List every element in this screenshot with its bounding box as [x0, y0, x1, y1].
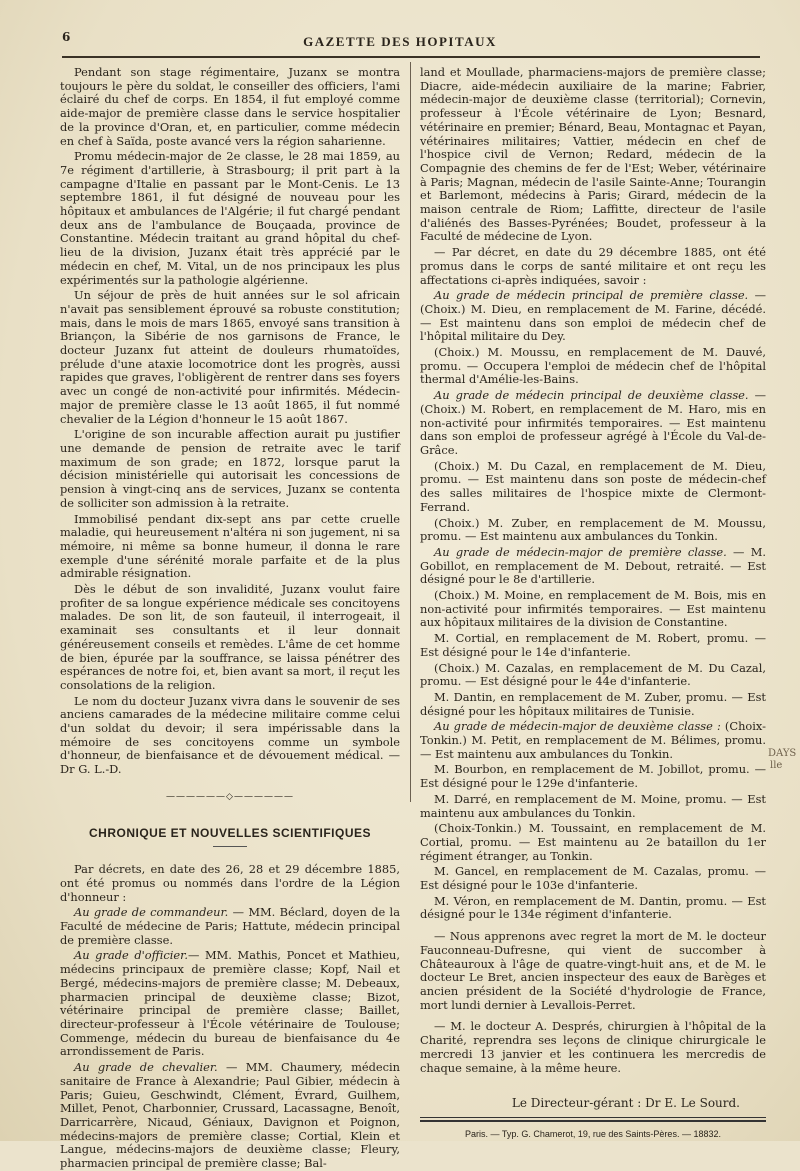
appointment-text: — M. Gobillot, en remplacement de M. Debout, retraité. — Est désigné pour le 8e d'artillerie.	[420, 544, 766, 587]
grade-label: Au grade de médecin-major de première classe.	[434, 544, 727, 559]
news-paragraph: land et Moullade, pharmaciens-majors de première classe; Diacre, aide-médecin auxiliaire de la marine; Fabrier, médecin-major de deuxième classe (territorial); Cornevin, professeur à l'École vétérinaire de Lyon; Besnard, vétérinaire en premier; Bénard, Beau, Montagnac et Payan, vétérinaires militaires; Vattier, médecin en chef de l'hospice civil de Vernon; Redard, médecin de la Compagnie des chemins de fer de l'Est; Weber, vétérinaire à Paris; Magnan, médecin de l'asile Sainte-Anne; Tourangin et Barlemont, médecins à Paris; Girard, médecin de la maison centrale de Riom; Laffitte, directeur de l'asile d'aliénés des Basses-Pyrénées; Boudet, professeur à la Faculté de médecine de Lyon.	[420, 65, 766, 244]
obituary-paragraph: Dès le début de son invalidité, Juzanx voulut faire profiter de sa longue expérience médicale ses concitoyens malades. De son lit, de son fauteuil, il interrogeait, il examinait ses consultants et il leur donnait généreusement conseils et remèdes. L'âme de cet homme de bien, épurée par la souffrance, se laissa pénétrer des espérances de notre foi, et, bien avant sa mort, il reçut les consolations de la religion.	[60, 582, 400, 692]
appointment-paragraph	[420, 389, 766, 458]
grade-label: Au grade de médecin-major de deuxième classe :	[434, 719, 721, 734]
ornament-separator: ——————◇——————	[166, 791, 294, 802]
grade-label: Au grade de commandeur.	[74, 905, 229, 920]
grade-list: — MM. Mathis, Poncet et Mathieu, médecins principaux de première classe; Kopf, Nail et Bergé, médecins-majors de première classe; M. Debeaux, pharmacien principal de deuxième classe; Bizot, vétérinaire principal de première classe; Baillet, directeur-professeur à l'École vétérinaire de Toulouse; Commenge, médecin du bureau de bienfaisance du 4e arrondissement de Paris.	[60, 948, 401, 1059]
appointment-paragraph: (Choix.) M. Moussu, en remplacement de M. Dauvé, promu. — Occupera l'emploi de médecin chef de l'hôpital thermal d'Amélie-les-Bains.	[420, 345, 766, 387]
short-rule	[213, 846, 247, 847]
appointment-paragraph: (Choix.) M. Cazalas, en remplacement de M. Du Cazal, promu. — Est désigné pour le 44e d'infanterie.	[420, 660, 766, 689]
news-paragraph	[60, 949, 400, 1059]
footer-rule	[420, 1117, 766, 1118]
margin-note: DAYS	[768, 748, 797, 759]
grade-label: Au grade d'officier.	[74, 948, 188, 963]
appointment-paragraph: M. Bourbon, en remplacement de M. Jobillot, promu. — Est désigné pour le 129e d'infanterie.	[420, 762, 766, 791]
grade-label: Au grade de médecin principal de deuxième classe.	[434, 388, 749, 403]
printer-imprint: Paris. — Typ. G. Chamerot, 19, rue des Saints-Pères. — 18832.	[465, 1128, 721, 1139]
news-paragraph: — M. le docteur A. Després, chirurgien à l'hôpital de la Charité, reprendra ses leçons de clinique chirurgicale le mercredi 13 janvier et les continuera les mercredis de chaque semaine, à la même heure.	[420, 1019, 766, 1075]
appointment-paragraph	[420, 289, 766, 344]
grade-label: Au grade de chevalier.	[74, 1060, 218, 1075]
obituary-paragraph: L'origine de son incurable affection aurait pu justifier une demande de pension de retraite avec le tarif maximum de son grade; en 1872, lorsque parut la décision ministérielle qui autorisait les concessions de pension à vingt-cinq ans de services, Juzanx se contenta de solliciter son admission à la retraite.	[60, 427, 400, 510]
news-paragraph: — Par décret, en date du 29 décembre 1885, ont été promus dans le corps de santé militaire et ont reçu les affectations ci-après indiquées, savoir :	[420, 245, 766, 287]
appointment-paragraph: M. Darré, en remplacement de M. Moine, promu. — Est maintenu aux ambulances du Tonkin.	[420, 791, 766, 820]
news-paragraph	[60, 906, 400, 947]
column-divider	[410, 62, 411, 802]
appointment-text: — (Choix.) M. Robert, en remplacement de M. Haro, mis en non-activité pour infirmités temporaires. — Est maintenu dans son emploi de professeur agrégé à l'École du Val-de-Grâce.	[420, 388, 767, 457]
header-rule	[62, 56, 760, 58]
news-paragraph: — Nous apprenons avec regret la mort de M. le docteur Fauconneau-Dufresne, qui vient de succomber à Châteauroux à l'âge de quatre-vingt-huit ans, et de M. le docteur Le Bret, ancien inspecteur des eaux de Barèges et ancien président de la Société d'hydrologie de France, mort lundi dernier à Levallois-Perret.	[420, 929, 766, 1012]
appointment-text: (Choix-Tonkin.) M. Petit, en remplacement de M. Bélimes, promu. — Est maintenu aux ambulances du Tonkin.	[420, 719, 766, 761]
footer-rule-thick	[420, 1120, 766, 1122]
appointment-paragraph: (Choix.) M. Du Cazal, en remplacement de M. Dieu, promu. — Est maintenu dans son poste de médecin-chef des salles militaires de l'hospice mixte de Clermont-Ferrand.	[420, 458, 766, 514]
news-paragraph: Par décrets, en date des 26, 28 et 29 décembre 1885, ont été promus ou nommés dans l'ordre de la Légion d'honneur :	[60, 862, 400, 904]
right-column	[420, 66, 766, 1142]
obituary-paragraph: Immobilisé pendant dix-sept ans par cette cruelle maladie, qui heureusement n'altéra ni son jugement, ni sa mémoire, ni même sa bonne humeur, il donna le rare exemple d'une sérénité morale parfaite et de la plus admirable résignation.	[60, 511, 400, 581]
margin-note: lle	[770, 760, 783, 771]
appointment-paragraph: M. Dantin, en remplacement de M. Zuber, promu. — Est désigné pour les hôpitaux militaires de Tunisie.	[420, 689, 766, 718]
director-signature: Le Directeur-gérant : Dr E. Le Sourd.	[511, 1096, 740, 1111]
appointment-paragraph: M. Véron, en remplacement de M. Dantin, promu. — Est désigné pour le 134e régiment d'infanterie.	[420, 893, 766, 922]
page-number: 6	[62, 30, 71, 44]
grade-label: Au grade de médecin principal de première classe.	[434, 288, 749, 303]
left-column	[60, 66, 400, 1171]
running-header: GAZETTE DES HOPITAUX	[303, 34, 497, 49]
appointment-paragraph: (Choix.) M. Zuber, en remplacement de M. Moussu, promu. — Est maintenu aux ambulances du Tonkin.	[420, 515, 766, 544]
grade-list: — MM. Chaumery, médecin sanitaire de France à Alexandrie; Paul Gibier, médecin à Paris; Guieu, Geschwindt, Clément, Évrard, Guilhem, Millet, Penot, Charbonnier, Crussard, Lacassagne, Benoît, Darricarrère, Nicaud, Géniaux, Davignon et Poignon, médecins-majors de première classe; Cortial, Klein et Langue, médecins-majors de deuxième classe; Fleury, pharmacien principal de première classe; Bal-	[60, 1060, 400, 1171]
obituary-paragraph: Pendant son stage régimentaire, Juzanx se montra toujours le père du soldat, le conseiller des officiers, l'ami éclairé du chef de corps. En 1854, il fut employé comme aide-major de première classe dans le service hospitalier de la province d'Oran, et, en particulier, comme médecin en chef à Saïda, poste avancé vers la région saharienne.	[60, 65, 400, 148]
appointment-paragraph: (Choix.) M. Moine, en remplacement de M. Bois, mis en non-activité pour infirmités temporaires. — Est maintenu aux hôpitaux militaires de la division de Constantine.	[420, 588, 766, 630]
appointment-paragraph	[420, 720, 766, 761]
section-title: CHRONIQUE ET NOUVELLES SCIENTIFIQUES	[88, 825, 372, 840]
obituary-signature-paragraph: Le nom du docteur Juzanx vivra dans le souvenir de ses anciens camarades de la médecine militaire comme celui d'un soldat du devoir; il sera impérissable dans la mémoire de ses concitoyens comme un symbole d'honneur, de bienfaisance et de dévouement médical. — Dr G. L.-D.	[60, 693, 400, 777]
obituary-paragraph: Promu médecin-major de 2e classe, le 28 mai 1859, au 7e régiment d'artillerie, à Strasbourg; il prit part à la campagne d'Italie en passant par le Mont-Cenis. Le 13 septembre 1861, il fut désigné de nouveau pour les hôpitaux et ambulances de l'Algérie; il fut chargé pendant deux ans de l'ambulance de Bouçaada, province de Constantine. Médecin traitant au grand hôpital du chef-lieu de la division, Juzanx était très apprécié par le médecin en chef, M. Vital, un de nos principaux les plus expérimentés sur la pathologie algérienne.	[60, 149, 400, 287]
appointment-paragraph: M. Gancel, en remplacement de M. Cazalas, promu. — Est désigné pour le 103e d'infanterie.	[420, 864, 766, 893]
appointment-paragraph: M. Cortial, en remplacement de M. Robert, promu. — Est désigné pour le 14e d'infanterie.	[420, 631, 766, 659]
obituary-paragraph: Un séjour de près de huit années sur le sol africain n'avait pas sensiblement éprouvé sa robuste constitution; mais, dans le mois de mars 1865, envoyé sans transition à Briançon, la Sibérie de nos garnisons de France, le docteur Juzanx fut atteint de douleurs rhumatoïdes, prélude d'une ataxie locomotrice dont les progrès, aussi rapides que graves, l'obligèrent de rentrer dans ses foyers avec un congé de non-activité pour infirmités. Médecin-major de première classe le 13 août 1865, il fut nommé chevalier de la Légion d'honneur le 15 août 1867.	[60, 288, 400, 426]
appointment-paragraph: (Choix-Tonkin.) M. Toussaint, en remplacement de M. Cortial, promu. — Est maintenu au 2e bataillon du 1er régiment étranger, au Tonkin.	[420, 821, 766, 863]
grade-list: — MM. Béclard, doyen de la Faculté de médecine de Paris; Hattute, médecin principal de première classe.	[60, 905, 400, 947]
news-paragraph	[60, 1061, 400, 1171]
appointment-paragraph	[420, 546, 766, 587]
appointment-text: — (Choix.) M. Dieu, en remplacement de M. Farine, décédé. — Est maintenu dans son emploi de médecin chef de l'hôpital militaire du Dey.	[420, 288, 766, 344]
